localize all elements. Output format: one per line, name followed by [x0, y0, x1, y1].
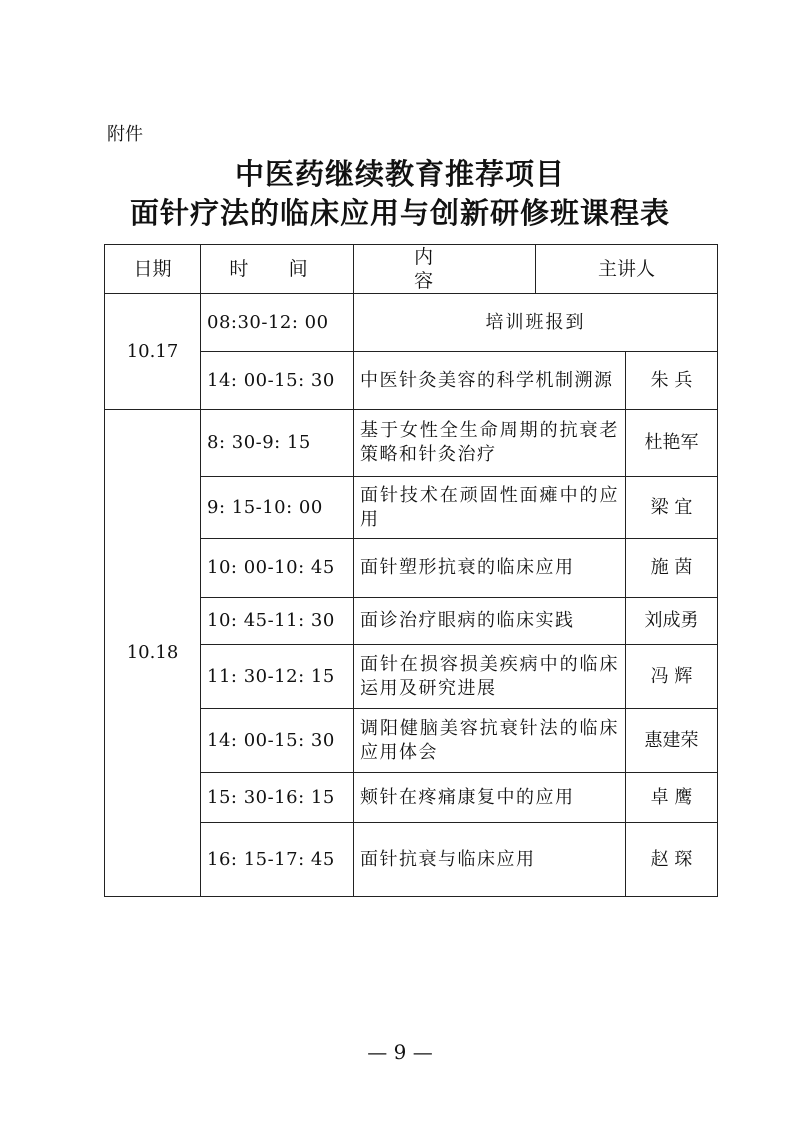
time-cell: 08:30-12: 00 — [201, 294, 354, 352]
speaker-cell: 冯 辉 — [626, 645, 718, 709]
time-cell: 11: 30-12: 15 — [201, 645, 354, 709]
speaker-cell: 赵 琛 — [626, 823, 718, 897]
document-title-line1: 中医药继续教育推荐项目 — [234, 157, 565, 191]
date-cell: 10.18 — [105, 410, 201, 897]
attachment-label: 附件 — [107, 124, 143, 145]
header-speaker: 主讲人 — [536, 245, 718, 294]
content-cell: 面针抗衰与临床应用 — [354, 823, 626, 897]
speaker-cell: 卓 鹰 — [626, 773, 718, 823]
speaker-cell: 惠建荣 — [626, 709, 718, 773]
content-cell: 培训班报到 — [354, 294, 718, 352]
time-cell: 8: 30-9: 15 — [201, 410, 354, 477]
document-title-line2: 面针疗法的临床应用与创新研修班课程表 — [129, 196, 670, 230]
content-cell: 面针塑形抗衰的临床应用 — [354, 539, 626, 598]
content-cell: 面诊治疗眼病的临床实践 — [354, 598, 626, 645]
date-cell: 10.17 — [105, 294, 201, 410]
table-row — [105, 294, 718, 352]
time-cell: 9: 15-10: 00 — [201, 477, 354, 539]
page-number: — 9 — — [367, 1040, 433, 1064]
content-cell: 基于女性全生命周期的抗衰老策略和针灸治疗 — [354, 410, 626, 477]
speaker-cell: 施 茵 — [626, 539, 718, 598]
header-date: 日期 — [105, 245, 201, 294]
time-cell: 15: 30-16: 15 — [201, 773, 354, 823]
speaker-cell: 朱 兵 — [626, 352, 718, 410]
content-cell: 面针技术在顽固性面瘫中的应用 — [354, 477, 626, 539]
header-content: 内 容 — [354, 245, 536, 294]
time-cell: 14: 00-15: 30 — [201, 352, 354, 410]
time-cell: 10: 00-10: 45 — [201, 539, 354, 598]
speaker-cell: 刘成勇 — [626, 598, 718, 645]
content-cell: 面针在损容损美疾病中的临床运用及研究进展 — [354, 645, 626, 709]
time-cell: 16: 15-17: 45 — [201, 823, 354, 897]
content-cell: 调阳健脑美容抗衰针法的临床应用体会 — [354, 709, 626, 773]
table-header-row — [105, 245, 718, 294]
content-cell: 中医针灸美容的科学机制溯源 — [354, 352, 626, 410]
schedule-table — [104, 244, 718, 897]
time-cell: 10: 45-11: 30 — [201, 598, 354, 645]
header-time: 时 间 — [201, 245, 354, 294]
content-cell: 颊针在疼痛康复中的应用 — [354, 773, 626, 823]
table-row — [105, 410, 718, 477]
speaker-cell: 梁 宜 — [626, 477, 718, 539]
time-cell: 14: 00-15: 30 — [201, 709, 354, 773]
speaker-cell: 杜艳军 — [626, 410, 718, 477]
